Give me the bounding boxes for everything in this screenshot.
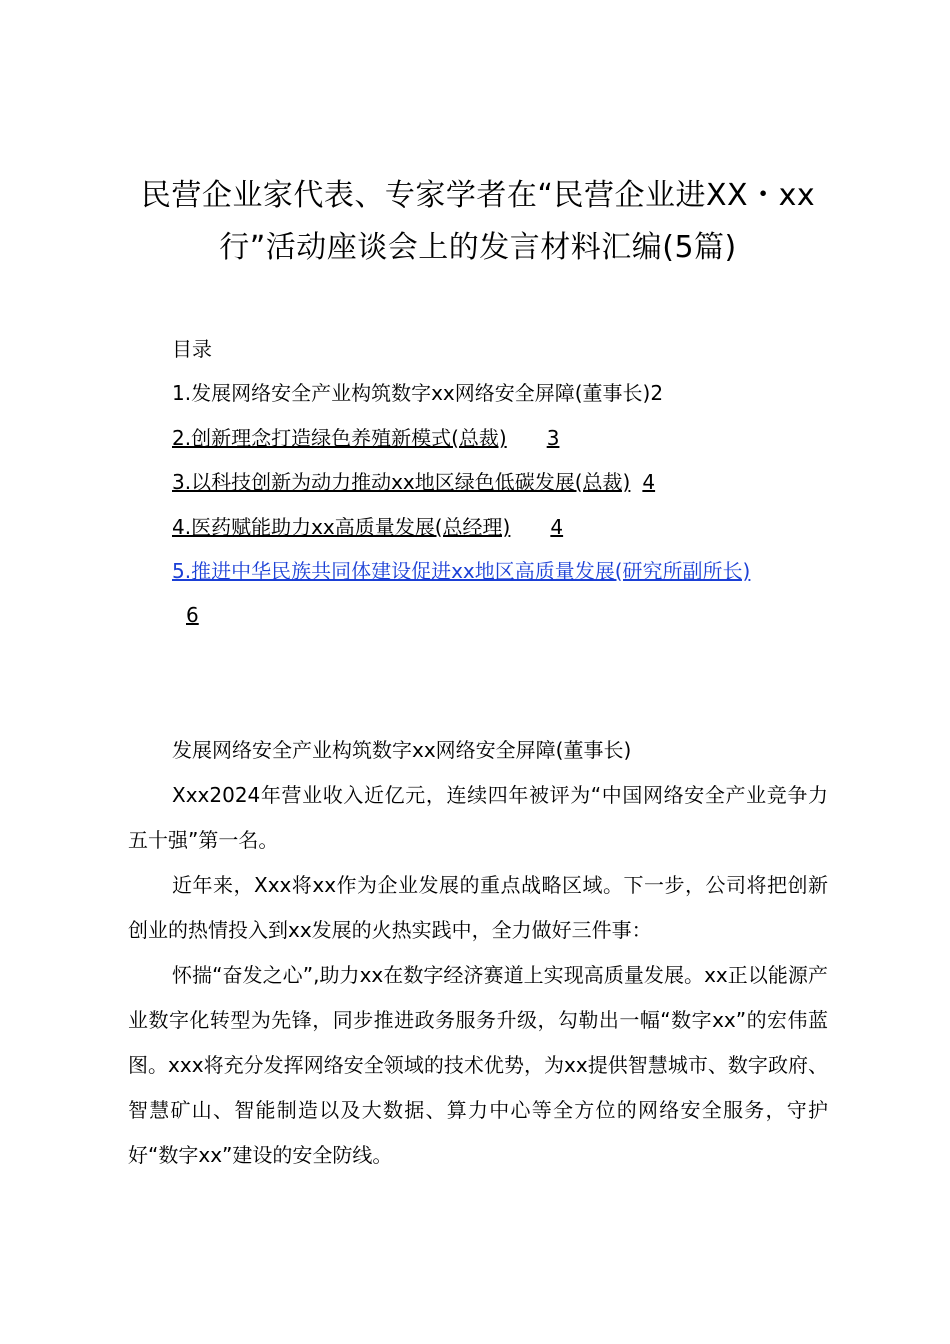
toc-item-page: 2 <box>650 381 664 405</box>
toc-item-text: 4.医药赋能助力xx高质量发展(总经理) <box>172 515 511 539</box>
toc-item-page: 6 <box>186 603 199 627</box>
toc-item-page: 4 <box>550 515 564 539</box>
toc-item-text: 2.创新理念打造绿色养殖新模式(总裁) <box>172 426 507 450</box>
toc-item-text: 5.推进中华民族共同体建设促进xx地区高质量发展(研究所副所长) <box>172 559 751 583</box>
toc-item-2[interactable] <box>172 423 559 453</box>
toc-item-text: 1.发展网络安全产业构筑数字xx网络安全屏障(董事长) <box>172 381 651 405</box>
toc-heading: 目录 <box>172 337 212 361</box>
body-paragraph: 近年来，Xxx将xx作为企业发展的重点战略区域。下一步，公司将把创新创业的热情投入到xx发展的火热实践中，全力做好三件事： <box>128 873 828 942</box>
document-title: 民营企业家代表、专家学者在“民营企业进XX・xx行”活动座谈会上的发言材料汇编(5篇) <box>140 178 816 265</box>
toc-item-page: 3 <box>546 426 560 450</box>
section-heading: 发展网络安全产业构筑数字xx网络安全屏障(董事长) <box>172 738 632 762</box>
toc-item-text: 3.以科技创新为动力推动xx地区绿色低碳发展(总裁) <box>172 470 631 494</box>
toc-item-page: 4 <box>642 470 656 494</box>
body-paragraph: 怀揣“奋发之心”,助力xx在数字经济赛道上实现高质量发展。xx正以能源产业数字化转型为先锋，同步推进政务服务升级，勾勒出一幅“数字xx”的宏伟蓝图。xxx将充分发挥网络安全领域的技术优势，为xx提供智慧城市、数字政府、智慧矿山、智能制造以及大数据、算力中心等全方位的网络安全服务，守护好“数字xx”建设的安全防线。 <box>128 963 828 1167</box>
toc-item-1[interactable] <box>172 378 663 408</box>
toc-item-5-link[interactable] <box>172 556 750 586</box>
toc-item-5-page-line[interactable] <box>128 600 199 630</box>
toc-item-4[interactable] <box>172 512 563 542</box>
toc-item-3[interactable] <box>172 467 655 497</box>
body-paragraph: Xxx2024年营业收入近亿元，连续四年被评为“中国网络安全产业竞争力五十强”第一名。 <box>128 783 828 852</box>
